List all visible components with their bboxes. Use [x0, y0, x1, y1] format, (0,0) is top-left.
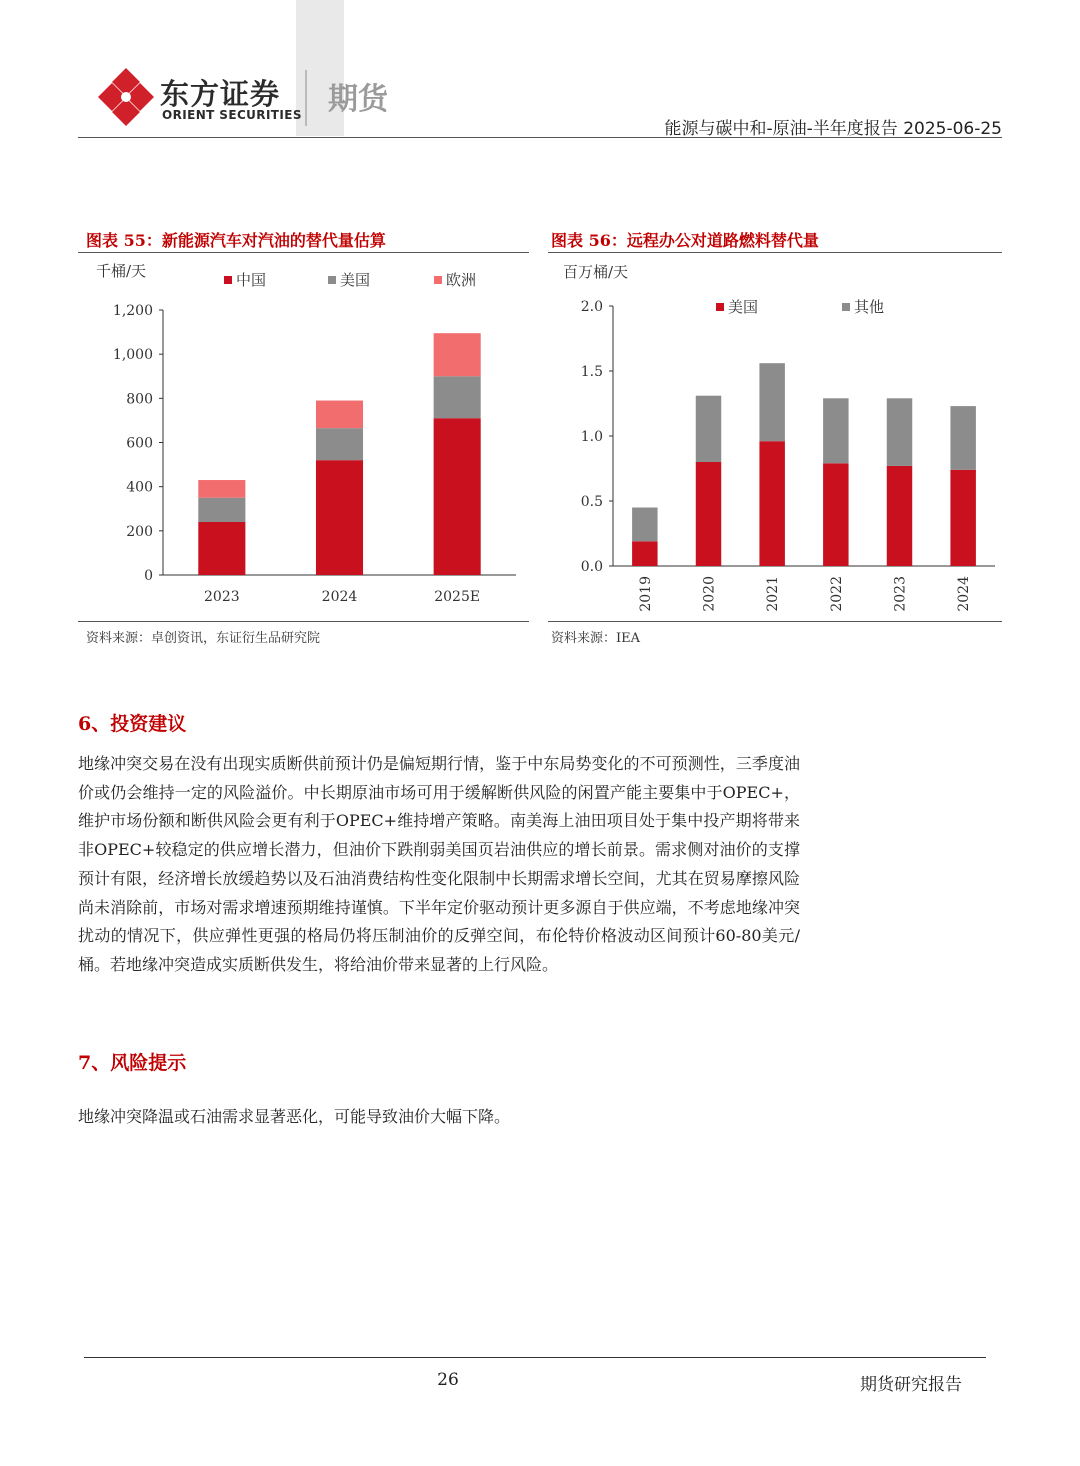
figure-56-top-rule [548, 252, 1002, 253]
y-tick-label-4: 800 [126, 391, 153, 408]
y-tick-label-5: 1,000 [112, 347, 153, 364]
y-tick-label-6: 1,200 [112, 303, 153, 319]
bar-2020-美国 [696, 462, 721, 566]
x-tick-label-1: 2024 [321, 589, 358, 605]
legend-label-1: 美国 [340, 271, 371, 289]
legend-swatch-0 [224, 276, 232, 284]
orient-logo-icon [96, 66, 156, 128]
bar-2024-欧洲 [316, 401, 363, 429]
legend-swatch-0 [716, 303, 724, 311]
bar-2024-美国 [950, 470, 975, 566]
figure-56-bottom-rule [548, 621, 1002, 622]
bar-2023-美国 [887, 466, 912, 566]
bar-2019-其他 [632, 508, 657, 542]
bar-2024-美国 [316, 428, 363, 460]
brand-sub: 期货 [328, 82, 388, 117]
legend-label-1: 其他 [854, 298, 885, 316]
page-number: 26 [437, 1370, 459, 1390]
legend-swatch-1 [842, 303, 850, 311]
legend-swatch-1 [328, 276, 336, 284]
bar-2022-其他 [823, 398, 848, 463]
bar-2019-美国 [632, 541, 657, 566]
brand-divider [305, 70, 307, 126]
figure-55-source: 资料来源：卓创资讯，东证衍生品研究院 [86, 631, 321, 646]
section-6-paragraph: 地缘冲突交易在没有出现实质断供前预计仍是偏短期行情，鉴于中东局势变化的不可预测性，三季度油价或仍会维持一定的风险溢价。中长期原油市场可用于缓解断供风险的闲置产能主要集中于OPEC+，维护市场份额和断供风险会更有利于OPEC+维持增产策略。南美海上油田项目处于集中投产期将带来非OPEC+较稳定的供应增长潜力，但油价下跌削弱美国页岩油供应的增长前景。需求侧对油价的支撑预计有限，经济增长放缓趋势以及石油消费结构性变化限制中长期需求增长空间，尤其在贸易摩擦风险尚未消除前，市场对需求增速预期维持谨慎。下半年定价驱动预计更多源自于供应端，不考虑地缘冲突扰动的情况下，供应弹性更强的格局仍将压制油价的反弹空间，布伦特价格波动区间预计60-80美元/桶。若地缘冲突造成实质断供发生，将给油价带来显著的上行风险。 [78, 754, 800, 974]
bar-2022-美国 [823, 463, 848, 566]
legend-label-0: 中国 [236, 271, 267, 289]
bar-2021-美国 [759, 441, 784, 566]
bar-2024-其他 [950, 406, 975, 470]
bar-2025E-美国 [434, 376, 481, 418]
legend-swatch-2 [434, 276, 442, 284]
y-tick-label-2: 400 [126, 479, 153, 496]
section-7-paragraph: 地缘冲突降温或石油需求显著恶化，可能导致油价大幅下降。 [78, 1107, 511, 1126]
figure-55-bottom-rule [78, 621, 529, 622]
section-7-title: 7、风险提示 [78, 1052, 187, 1074]
footer-label: 期货研究报告 [860, 1375, 962, 1395]
brand-name: 东方证券 [160, 77, 281, 111]
brand-name-en: ORIENT SECURITIES [162, 108, 302, 122]
x-tick-label-2: 2025E [434, 589, 481, 605]
x-tick-label-0: 2019 [637, 576, 654, 612]
bar-2020-其他 [696, 396, 721, 462]
figure-56-title: 图表 56：远程办公对道路燃料替代量 [551, 231, 819, 250]
legend-label-2: 欧洲 [446, 271, 477, 289]
x-tick-label-2: 2021 [765, 576, 782, 612]
y-tick-label-0: 0.0 [580, 559, 603, 575]
figure-55-chart [78, 254, 529, 620]
figure-55-top-rule [78, 252, 529, 253]
y-tick-label-4: 2.0 [580, 299, 603, 315]
y-tick-label-3: 600 [126, 435, 153, 452]
bar-2021-其他 [759, 363, 784, 441]
y-tick-label-2: 1.0 [580, 429, 603, 445]
section-6-title: 6、投资建议 [78, 713, 187, 735]
y-tick-label-3: 1.5 [580, 364, 603, 380]
y-tick-label-1: 0.5 [580, 494, 603, 510]
x-tick-label-3: 2022 [828, 576, 845, 612]
bar-2024-中国 [316, 460, 363, 575]
x-tick-label-0: 2023 [204, 589, 240, 605]
y-tick-label-0: 0 [144, 568, 153, 584]
report-title: 能源与碳中和-原油-半年度报告 2025-06-25 [664, 119, 1002, 139]
bar-2023-欧洲 [198, 480, 245, 498]
y-tick-label-1: 200 [126, 523, 153, 540]
legend-label-0: 美国 [728, 298, 759, 316]
bar-2025E-中国 [434, 418, 481, 575]
figure-55-title: 图表 55：新能源汽车对汽油的替代量估算 [86, 231, 386, 250]
x-tick-label-4: 2023 [892, 576, 909, 612]
y-axis-unit-label: 千桶/天 [96, 262, 147, 280]
bar-2023-中国 [198, 522, 245, 575]
figure-56-source: 资料来源：IEA [551, 631, 641, 646]
bar-2023-其他 [887, 398, 912, 466]
x-tick-label-5: 2024 [956, 576, 973, 612]
y-axis-unit-label: 百万桶/天 [563, 263, 629, 281]
footer-divider [84, 1357, 986, 1358]
x-tick-label-1: 2020 [701, 576, 718, 612]
header-divider [78, 137, 1002, 138]
figure-56-chart [548, 254, 1002, 620]
bar-2023-美国 [198, 498, 245, 522]
bar-2025E-欧洲 [434, 333, 481, 376]
